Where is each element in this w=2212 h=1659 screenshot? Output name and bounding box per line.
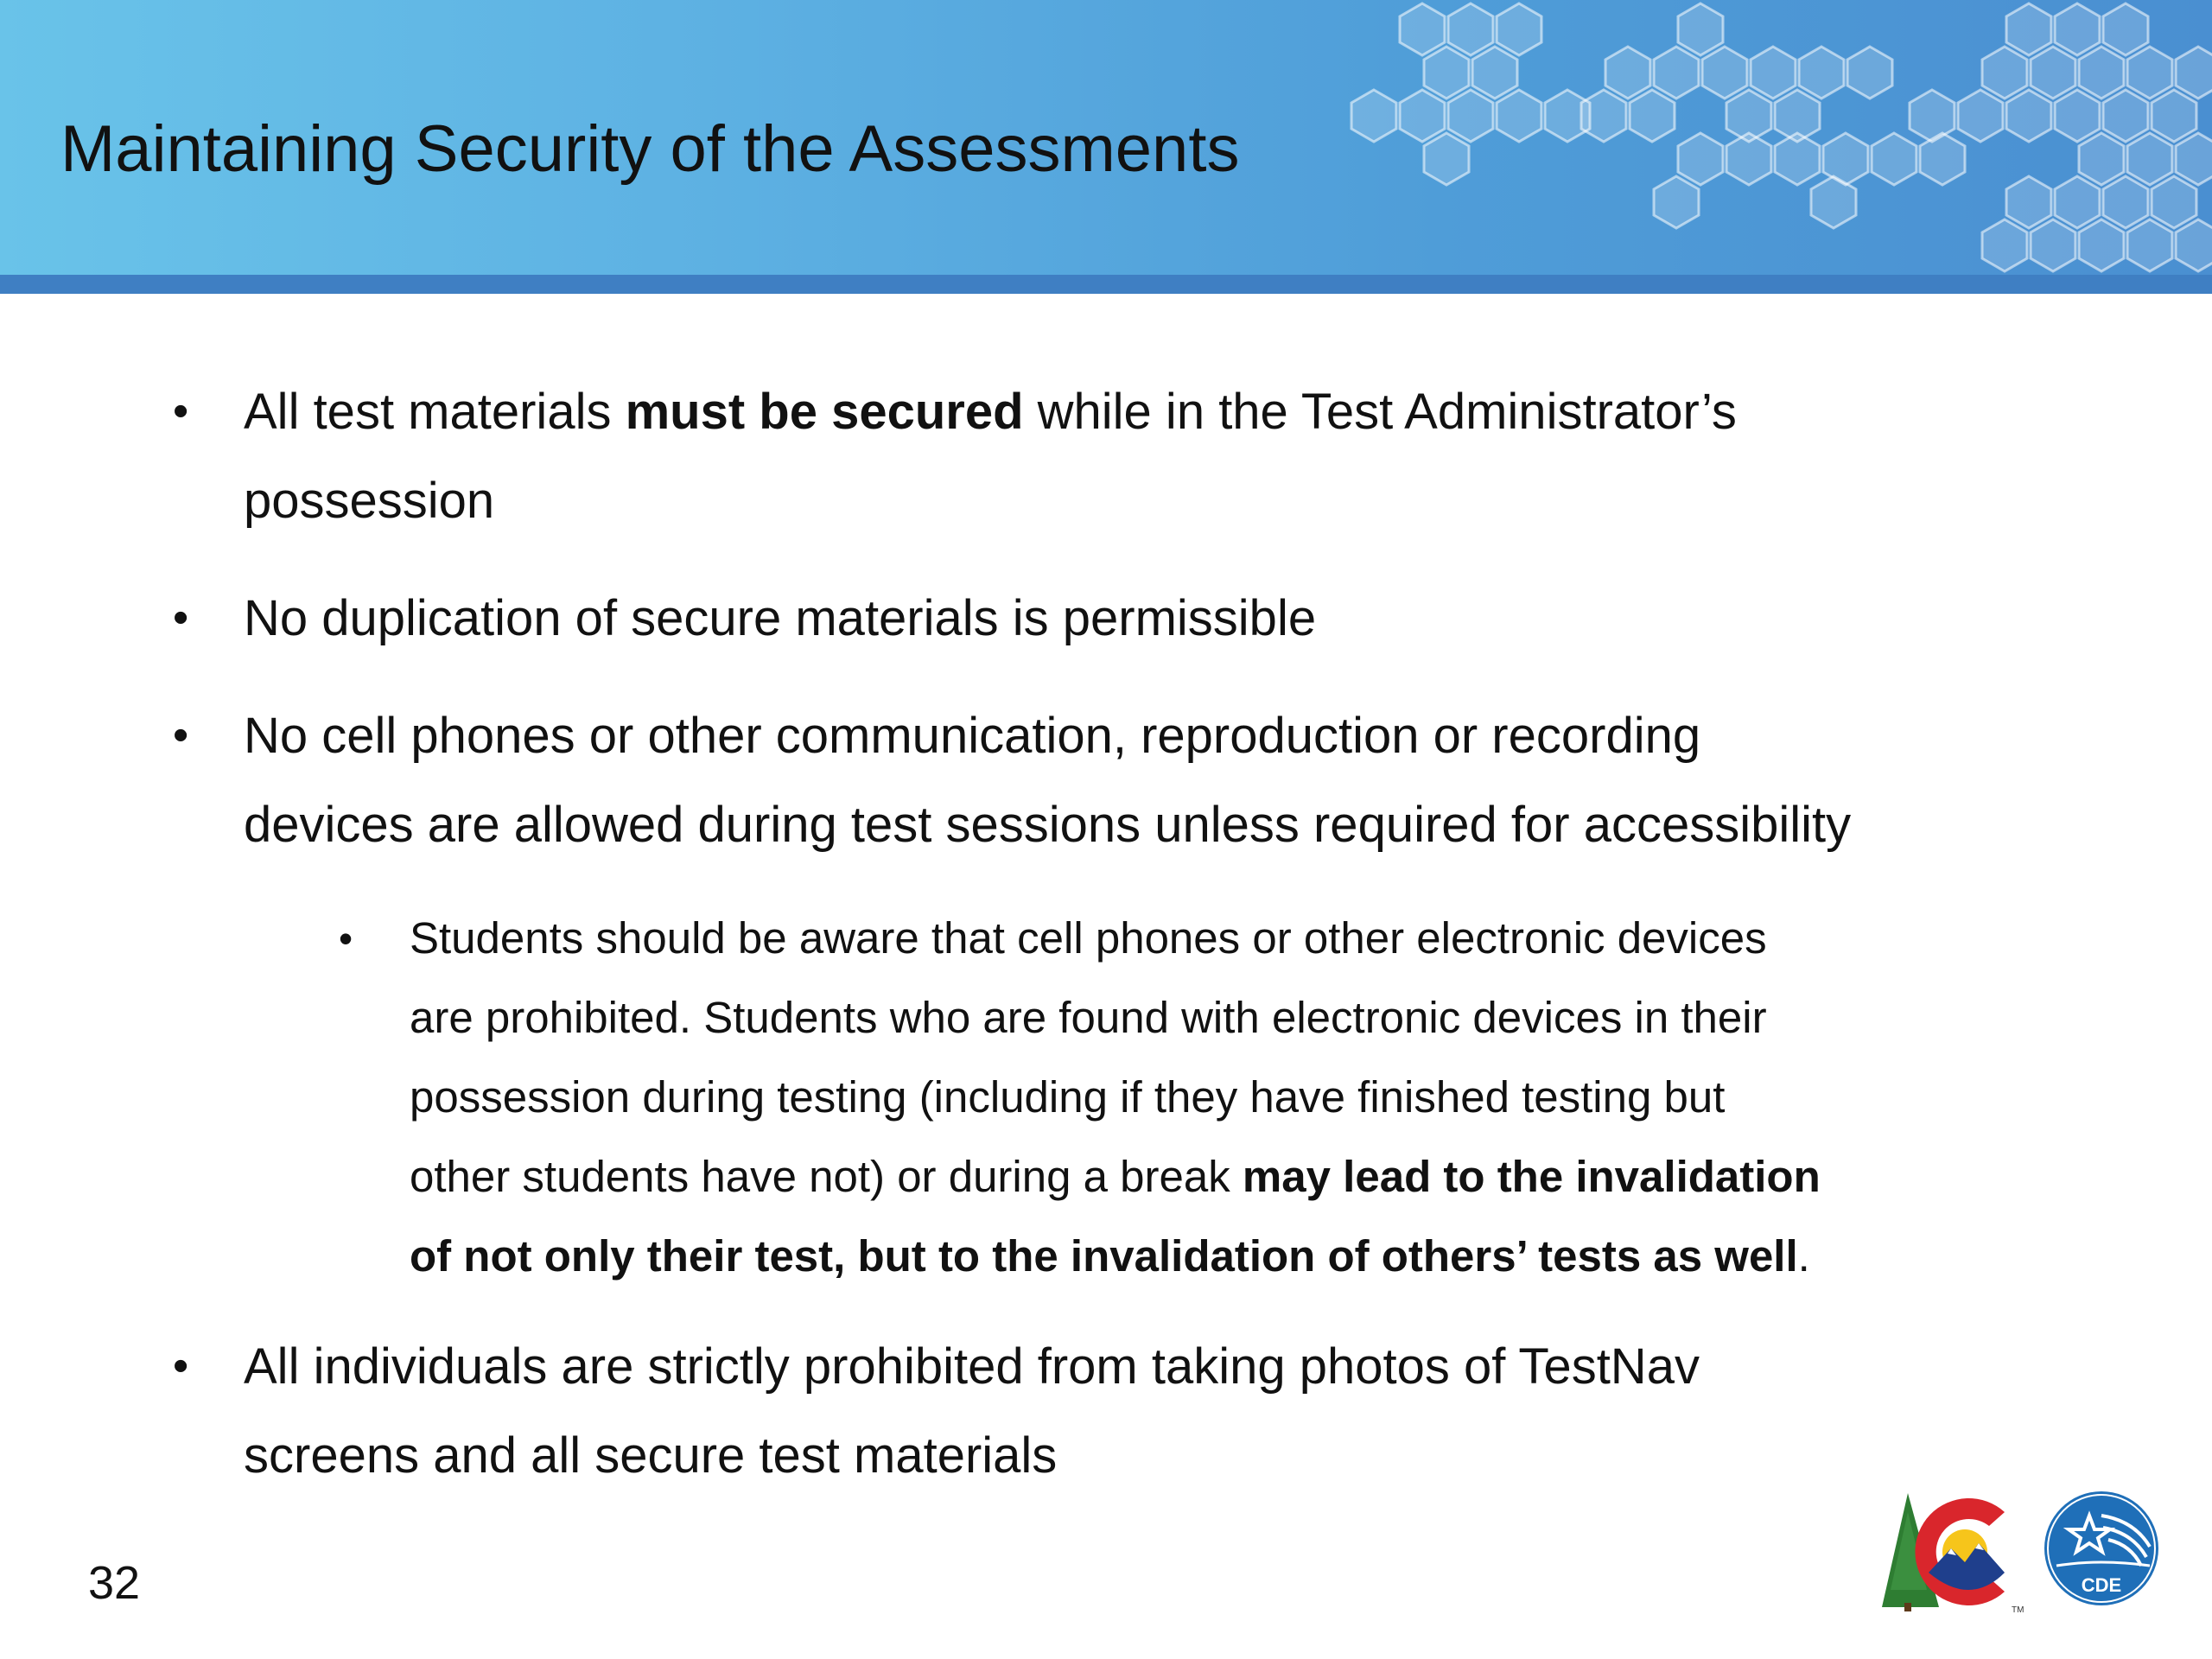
- page-number: 32: [88, 1557, 141, 1609]
- bullet-item-cell-phones: [173, 691, 2067, 869]
- bullet-marker: •: [173, 386, 189, 436]
- sub-bullet-emphasis: of not only their test, but to the invalidation of others’ tests as well: [410, 1231, 1798, 1281]
- bullet-line: devices are allowed during test sessions unless required for accessibility: [244, 797, 1852, 853]
- hexagon-pattern: [1331, 0, 2212, 275]
- bullet-line: screens and all secure test materials: [244, 1427, 1058, 1484]
- cde-logo: [2044, 1491, 2158, 1605]
- bullet-line: [244, 367, 2067, 456]
- bullet-item-secured: [173, 367, 2067, 545]
- bullet-item-photos: [173, 1322, 2067, 1500]
- bullet-line: No cell phones or other communication, reproduction or recording: [244, 708, 1701, 764]
- bullet-line: possession: [244, 473, 495, 529]
- bullet-marker: •: [173, 593, 189, 643]
- sub-bullet-marker: •: [339, 916, 353, 961]
- sub-bullet-item-electronic-devices: [339, 899, 2034, 1296]
- header-stripe: [0, 275, 2212, 294]
- sub-bullet-line: [410, 1137, 2034, 1217]
- title-banner: [0, 0, 2212, 275]
- bullet-line: No duplication of secure materials is permissible: [244, 590, 1317, 646]
- bullet-emphasis: must be secured: [625, 384, 1024, 440]
- sub-bullet-emphasis: may lead to the invalidation: [1242, 1152, 1821, 1201]
- sub-bullet-line: Students should be aware that cell phones or other electronic devices: [410, 913, 1767, 963]
- sub-bullet-text: .: [1797, 1231, 1810, 1281]
- bullet-marker: •: [173, 710, 189, 760]
- bullet-item-duplication: [173, 574, 2067, 663]
- bullet-line: All individuals are strictly prohibited from taking photos of TestNav: [244, 1338, 1700, 1395]
- bullet-marker: •: [173, 1341, 189, 1391]
- cde-logo-text: CDE: [2081, 1574, 2122, 1596]
- logos-group: [1875, 1486, 2169, 1616]
- bullet-text: while in the Test Administrator’s: [1023, 384, 1737, 440]
- sub-bullet-line: [410, 1217, 2034, 1296]
- trademark-mark: TM: [2012, 1605, 2024, 1615]
- slide-title: Maintaining Security of the Assessments: [60, 112, 1240, 186]
- sub-bullet-text: other students have not) or during a break: [410, 1152, 1243, 1201]
- colorado-logo: [1882, 1493, 2024, 1615]
- sub-bullet-line: possession during testing (including if they have finished testing but: [410, 1072, 1726, 1122]
- sub-bullet-line: are prohibited. Students who are found with electronic devices in their: [410, 993, 1767, 1042]
- bullet-text: All test materials: [244, 384, 626, 440]
